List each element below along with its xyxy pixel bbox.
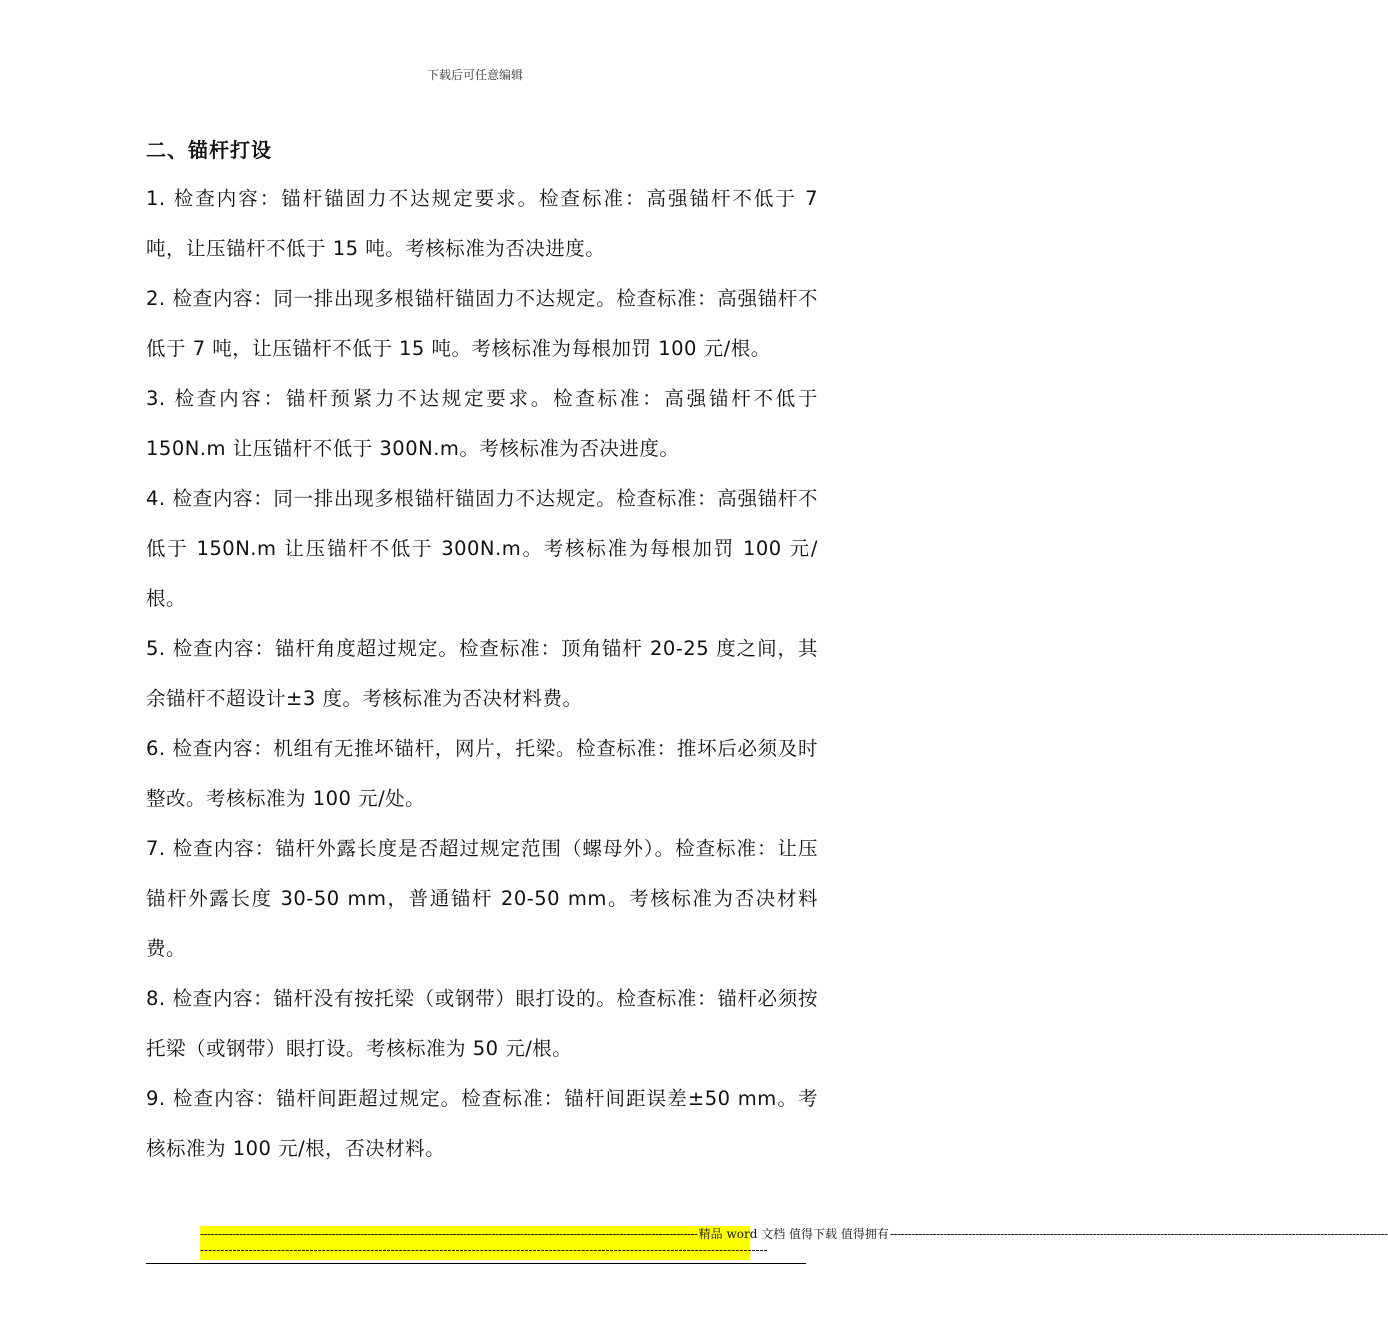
check-item-4: 4. 检查内容：同一排出现多根锚杆锚固力不达规定。检查标准：高强锚杆不低于 150N.m 让压锚杆不低于 300N.m。考核标准为每根加罚 100 元/根。 — [146, 487, 818, 610]
check-item-9: 9. 检查内容：锚杆间距超过规定。检查标准：锚杆间距误差±50 mm。考核标准为 100 元/根，否决材料。 — [146, 1087, 818, 1160]
footer-watermark-text: 精品 word 文档 值得下载 值得拥有 — [698, 1227, 889, 1241]
check-item-1: 1. 检查内容：锚杆锚固力不达规定要求。检查标准：高强锚杆不低于 7 吨，让压锚杆不低于 15 吨。考核标准为否决进度。 — [146, 187, 818, 260]
section-title: 二、锚杆打设 — [146, 138, 272, 162]
footer-highlight-band — [200, 1226, 1388, 1260]
check-item-3: 3. 检查内容：锚杆预紧力不达规定要求。检查标准：高强锚杆不低于 150N.m 让压锚杆不低于 300N.m。考核标准为否决进度。 — [146, 387, 818, 460]
footer-dashes-right: -------------------------------------------------------------------------------------------------------------------------------------------- — [889, 1227, 1388, 1241]
bottom-rule-divider — [146, 1263, 806, 1264]
check-item-5: 5. 检查内容：锚杆角度超过规定。检查标准：顶角锚杆 20-25 度之间，其余锚杆不超设计±3 度。考核标准为否决材料费。 — [146, 637, 818, 710]
footer-dashes-full: -------------------------------------------------------------------------------------------------------------------------------------------- — [200, 1243, 768, 1257]
page-header-note: 下载后可任意编辑 — [426, 68, 523, 82]
check-item-7: 7. 检查内容：锚杆外露长度是否超过规定范围（螺母外）。检查标准：让压锚杆外露长度 30-50 mm，普通锚杆 20-50 mm。考核标准为否决材料费。 — [146, 837, 818, 960]
check-item-8: 8. 检查内容：锚杆没有按托梁（或钢带）眼打设的。检查标准：锚杆必须按托梁（或钢带）眼打设。考核标准为 50 元/根。 — [146, 987, 818, 1060]
footer-dash-line — [200, 1242, 768, 1258]
footer-dashes-left: -------------------------------------------------------------------------------------------------------------------------------------------- — [200, 1227, 698, 1241]
check-item-6: 6. 检查内容：机组有无推坏锚杆，网片，托梁。检查标准：推坏后必须及时整改。考核标准为 100 元/处。 — [146, 737, 818, 810]
check-item-2: 2. 检查内容：同一排出现多根锚杆锚固力不达规定。检查标准：高强锚杆不低于 7 吨，让压锚杆不低于 15 吨。考核标准为每根加罚 100 元/根。 — [146, 287, 818, 360]
footer-watermark-line — [200, 1226, 1388, 1242]
document-body — [146, 174, 818, 1174]
